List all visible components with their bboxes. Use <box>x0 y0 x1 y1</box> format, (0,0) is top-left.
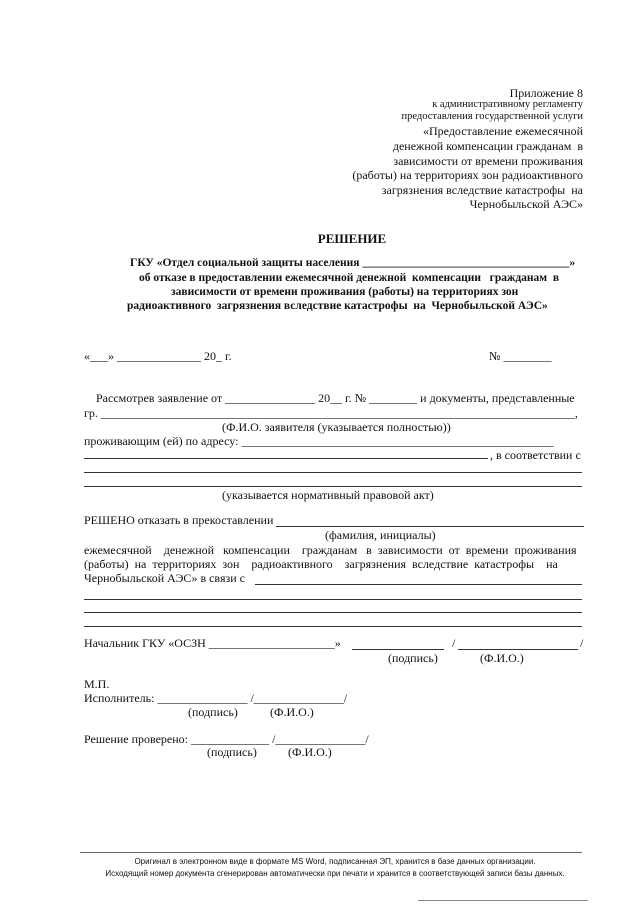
reason-blank <box>84 612 582 613</box>
appendix-line: (работы) на территориях зон радиоактивного <box>352 168 583 182</box>
reason-blank <box>84 599 582 600</box>
body-text: (работы) на территориях зон радиоактивного загрязнения вследствие катастрофы на <box>84 557 558 571</box>
citizen-line: гр. _______________________________________________________________________________, <box>84 406 578 420</box>
act-hint: (указывается нормативный правовой акт) <box>222 488 434 502</box>
decided-line: РЕШЕНО отказать в прекоставлении <box>84 513 274 527</box>
footer-note: Оригинал в электронном виде в формате MS Word, подписанная ЭП, хранится в базе данных организации. <box>134 857 536 866</box>
footer-divider <box>80 852 582 853</box>
stamp-place: М.П. <box>84 677 110 691</box>
heading-line: радиоактивного загрязнения вследствие катастрофы на Чернобыльской АЭС» <box>127 300 548 312</box>
accordance-suffix: , в соответствии с <box>490 448 581 462</box>
executor-sign-hint: (подпись) <box>188 705 238 719</box>
appendix-line: денежной компенсации гражданам в <box>392 139 583 153</box>
appendix-number: Приложение 8 <box>509 86 583 100</box>
head-fio-hint: (Ф.И.О.) <box>480 651 524 665</box>
head-sign-blank <box>352 649 444 650</box>
heading-line: ГКУ «Отдел социальной защиты населения ____________________________________» <box>130 257 576 269</box>
decision-date: «___» ______________ 20_ г. <box>84 349 232 363</box>
address-blank <box>84 458 488 459</box>
appendix-line: Чернобыльской АЭС» <box>469 197 583 211</box>
name-hint: (фамилия, инициалы) <box>325 528 436 542</box>
footer-note: Исходящий номер документа сгенерирован автоматически при печати и хранится в соответствующей записи базы данных. <box>105 869 565 878</box>
act-blank <box>84 472 582 473</box>
heading-line: об отказе в предоставлении ежемесячной денежной компенсации гражданам в <box>139 272 560 284</box>
heading-line: зависимости от времени проживания (работы) на территориях зон <box>171 286 519 298</box>
head-sign-hint: (подпись) <box>388 651 438 665</box>
decision-number: № ________ <box>489 349 552 363</box>
checked-sign-hint: (подпись) <box>207 745 257 759</box>
appendix-line: зависимости от времени проживания <box>393 154 583 168</box>
reason-blank <box>84 626 582 627</box>
head-fio-blank <box>458 649 578 650</box>
page-edge-rule <box>418 900 588 901</box>
appendix-line: предоставления государственной услуги <box>401 111 583 122</box>
name-blank <box>276 526 584 527</box>
head-signature-line: Начальник ГКУ «ОСЗН _____________________» <box>84 636 341 650</box>
executor-fio-hint: (Ф.И.О.) <box>270 705 314 719</box>
considered-line: Рассмотрев заявление от _______________ 20__ г. № ________ и документы, представленные <box>96 391 575 405</box>
address-line: проживающим (ей) по адресу: ____________________________________________________ <box>84 434 554 448</box>
checked-fio-hint: (Ф.И.О.) <box>288 745 332 759</box>
appendix-line: «Предоставление ежемесячной <box>422 124 583 138</box>
body-text: ежемесячной денежной компенсации гражданам в зависимости от времени проживания <box>84 543 577 557</box>
reason-blank <box>255 584 582 585</box>
executor-line: Исполнитель: _______________ /_______________/ <box>84 691 348 705</box>
body-text: Чернобыльской АЭС» в связи с <box>84 571 245 585</box>
fio-hint: (Ф.И.О. заявителя (указывается полностью)) <box>222 420 451 434</box>
checked-line: Решение проверено: _____________ /_______________/ <box>84 732 369 746</box>
act-blank <box>84 486 582 487</box>
appendix-line: загрязнения вследствие катастрофы на <box>381 183 583 197</box>
document-title: РЕШЕНИЕ <box>317 231 387 246</box>
appendix-line: к административному регламенту <box>432 99 583 110</box>
